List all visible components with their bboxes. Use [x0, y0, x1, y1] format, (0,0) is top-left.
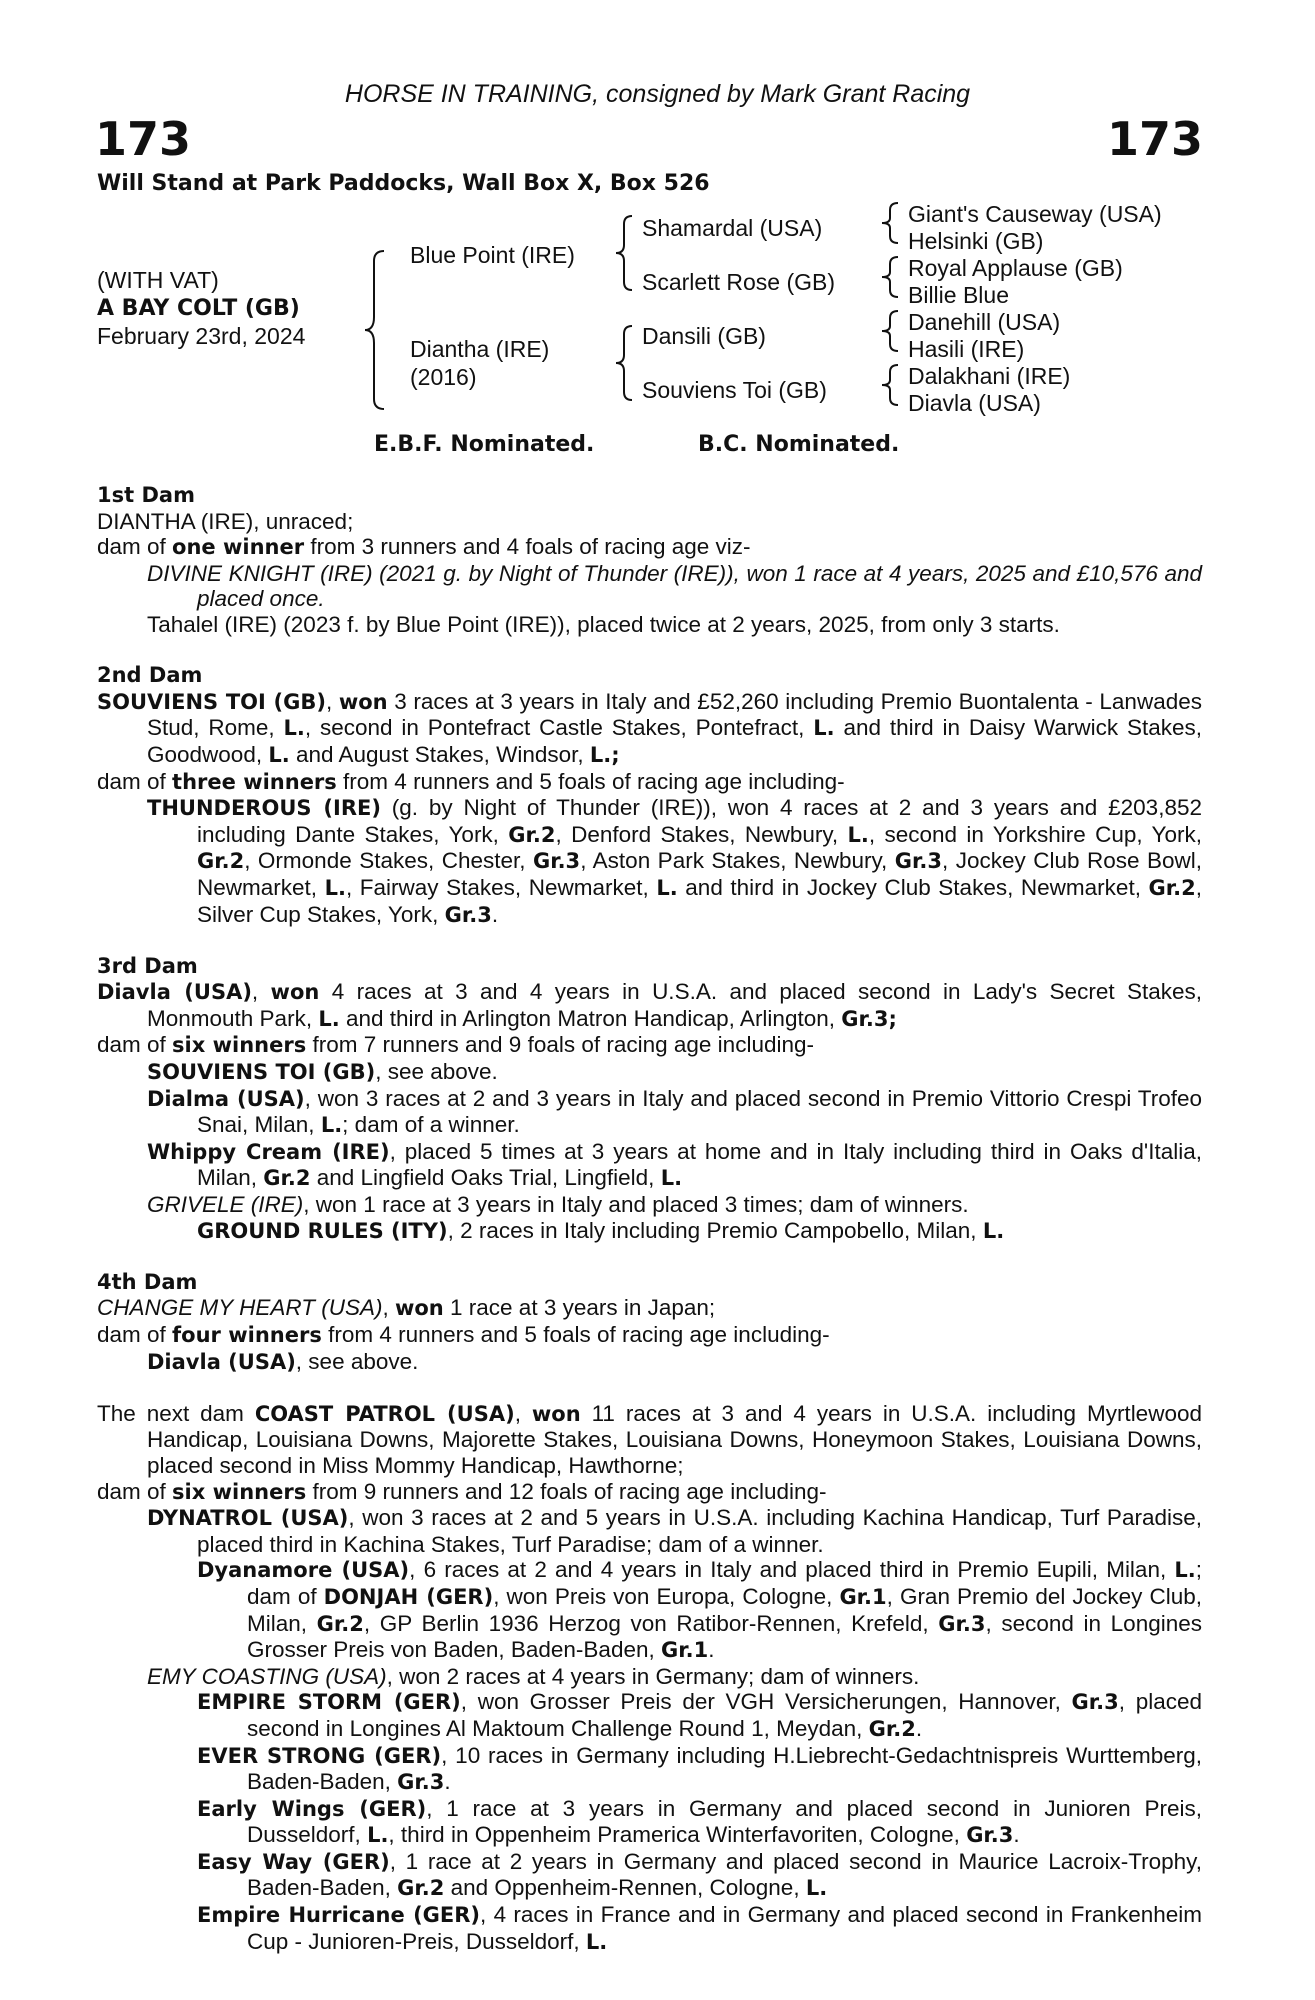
produce-record: [97, 483, 1202, 1955]
entry-whippy-cream: Whippy Cream (IRE), placed 5 times at 3 years at home and in Italy including third in Oaks d'Italia, Milan, Gr.2 and Lingfield Oaks Trial, Lingfield, L.: [147, 1138, 1203, 1191]
dam-dam: Souviens Toi (GB): [642, 377, 827, 403]
section-spacer: [97, 1375, 1202, 1401]
gen3-brace-icon: [878, 308, 904, 354]
vat-note: (WITH VAT): [97, 267, 219, 293]
ancestor-gen3: Dalakhani (IRE): [908, 363, 1071, 389]
entry-change-my-heart: CHANGE MY HEART (USA), won 1 race at 3 years in Japan;: [97, 1295, 716, 1321]
sire-line-brace-icon: [612, 212, 638, 294]
entry-souviens-toi-ref: SOUVIENS TOI (GB), see above.: [147, 1059, 498, 1085]
gen3-brace-icon: [878, 254, 904, 300]
entry-empire-hurricane: Empire Hurricane (GER), 4 races in France and in Germany and placed second in Frankenheim Cup - Junioren-Preis, Dusseldorf, L.: [197, 1902, 1202, 1954]
ancestor-gen3: Royal Applause (GB): [908, 255, 1123, 281]
ancestor-gen3: Billie Blue: [908, 282, 1009, 308]
section-title-4th-dam: 4th Dam: [97, 1269, 198, 1294]
stand-location: Will Stand at Park Paddocks, Wall Box X, Box 526: [97, 171, 710, 196]
section-title-1st-dam: 1st Dam: [97, 483, 195, 507]
entry-grivele: GRIVELE (IRE), won 1 race at 3 years in Italy and placed 3 times; dam of winners.: [147, 1192, 969, 1218]
section-title-3rd-dam: 3rd Dam: [97, 953, 198, 978]
section-title-2nd-dam: 2nd Dam: [97, 663, 203, 688]
entry-divine-knight: DIVINE KNIGHT (IRE) (2021 g. by Night of Thunder (IRE)), won 1 race at 4 years, 2025 and £10,576 and placed once.: [147, 560, 1202, 612]
entry-tahalel: Tahalel (IRE) (2023 f. by Blue Point (IRE)), placed twice at 2 years, 2025, from only 3 starts.: [147, 611, 1060, 637]
dam-year: (2016): [410, 364, 477, 390]
sire-sire: Shamardal (USA): [642, 215, 823, 241]
sire-dam-brace-icon: [362, 247, 392, 413]
gen3-brace-icon: [878, 200, 904, 246]
bc-nomination: B.C. Nominated.: [698, 432, 900, 457]
dam-name: Diantha (IRE): [410, 336, 550, 362]
ebf-nomination: E.B.F. Nominated.: [374, 432, 595, 457]
dam3-produce-summary: dam of six winners from 7 runners and 9 foals of racing age including-: [97, 1032, 814, 1058]
entry-diavla-ref: Diavla (USA), see above.: [147, 1348, 419, 1374]
ancestor-gen3: Hasili (IRE): [908, 336, 1025, 362]
entry-dialma: Dialma (USA), won 3 races at 2 and 3 years in Italy and placed second in Premio Vittorio Crespi Trofeo Snai, Milan, L.; dam of a winner.: [147, 1085, 1202, 1138]
entry-easy-way: Easy Way (GER), 1 race at 2 years in Germany and placed second in Maurice Lacroix-Trophy, Baden-Baden, Gr.2 and Oppenheim-Rennen, Cologne, L.: [197, 1848, 1202, 1901]
horse-name: A BAY COLT (GB): [97, 296, 300, 321]
next-dam-produce-summary: dam of six winners from 9 runners and 12 foals of racing age including-: [97, 1478, 827, 1504]
entry-diavla: Diavla (USA), won 4 races at 3 and 4 years in U.S.A. and placed second in Lady's Secret Stakes, Monmouth Park, L. and third in Arlington Matron Handicap, Arlington, Gr.3;: [97, 979, 1202, 1031]
sire-name: Blue Point (IRE): [410, 242, 575, 268]
entry-dyanamore: Dyanamore (USA), 6 races at 2 and 4 years in Italy and placed third in Premio Eupili, Milan, L.; dam of DONJAH (GER), won Preis von Europa, Cologne, Gr.1, Gran Premio del Jockey Club, Milan, Gr.2, GP Berlin 1936 Herzog von Ratibor-Rennen, Krefeld, Gr.3, second in Longines Grosser Preis von Baden, Baden-Baden, Gr.1.: [197, 1557, 1202, 1663]
dam-line-brace-icon: [612, 322, 638, 404]
entry-emy-coasting: EMY COASTING (USA), won 2 races at 4 years in Germany; dam of winners.: [147, 1663, 920, 1689]
sire-dam: Scarlett Rose (GB): [642, 269, 835, 295]
entry-ground-rules: GROUND RULES (ITY), 2 races in Italy including Premio Campobello, Milan, L.: [197, 1217, 1005, 1243]
consignment-header: HORSE IN TRAINING, consigned by Mark Grant Racing: [344, 80, 971, 108]
entry-empire-storm: EMPIRE STORM (GER), won Grosser Preis der VGH Versicherungen, Hannover, Gr.3, placed second in Longines Al Maktoum Challenge Round 1, Meydan, Gr.2.: [197, 1689, 1202, 1741]
ancestor-gen3: Helsinki (GB): [908, 228, 1044, 254]
lot-number-left: 173: [95, 112, 192, 166]
ancestor-gen3: Giant's Causeway (USA): [908, 201, 1162, 227]
dam1-produce-summary: dam of one winner from 3 runners and 4 foals of racing age viz-: [97, 534, 751, 560]
entry-dynatrol: DYNATROL (USA), won 3 races at 2 and 5 years in U.S.A. including Kachina Handicap, Turf Paradise, placed third in Kachina Stakes, Turf Paradise; dam of a winner.: [147, 1505, 1202, 1557]
entry-coast-patrol: The next dam COAST PATROL (USA), won 11 races at 3 and 4 years in U.S.A. including Myrtlewood Handicap, Louisiana Downs, Majorette Stakes, Louisiana Downs, Honeymoon Stakes, Louisiana Downs, placed second in Miss Mommy Handicap, Hawthorne;: [97, 1400, 1202, 1478]
entry-thunderous: THUNDEROUS (IRE) (g. by Night of Thunder (IRE)), won 4 races at 2 and 3 years and £203,852 including Dante Stakes, York, Gr.2, Denford Stakes, Newbury, L., second in Yorkshire Cup, York, Gr.2, Ormonde Stakes, Chester, Gr.3, Aston Park Stakes, Newbury, Gr.3, Jockey Club Rose Bowl, Newmarket, L., Fairway Stakes, Newmarket, L. and third in Jockey Club Stakes, Newmarket, Gr.2, Silver Cup Stakes, York, Gr.3.: [147, 795, 1203, 927]
dam4-produce-summary: dam of four winners from 4 runners and 5 foals of racing age including-: [97, 1322, 830, 1347]
entry-souviens-toi: SOUVIENS TOI (GB), won 3 races at 3 years in Italy and £52,260 including Premio Buontalenta - Lanwades Stud, Rome, L., second in Pontefract Castle Stakes, Pontefract, L. and third in Daisy Warwick Stakes, Goodwood, L. and August Stakes, Windsor, L.;: [97, 688, 1202, 767]
dam1-line: DIANTHA (IRE), unraced;: [97, 508, 354, 534]
gen3-brace-icon: [878, 362, 904, 408]
lot-number-right: 173: [1106, 112, 1203, 166]
ancestor-gen3: Danehill (USA): [908, 309, 1061, 335]
ancestor-gen3: Diavla (USA): [908, 390, 1041, 416]
entry-ever-strong: EVER STRONG (GER), 10 races in Germany including H.Liebrecht-Gedachtnispreis Wurttemberg, Baden-Baden, Gr.3.: [197, 1742, 1202, 1795]
foaling-date: February 23rd, 2024: [97, 323, 306, 349]
dam-sire: Dansili (GB): [642, 323, 766, 349]
dam2-produce-summary: dam of three winners from 4 runners and 5 foals of racing age including-: [97, 768, 845, 794]
entry-early-wings: Early Wings (GER), 1 race at 3 years in Germany and placed second in Junioren Preis, Dusseldorf, L., third in Oppenheim Pramerica Winterfavoriten, Cologne, Gr.3.: [197, 1795, 1202, 1848]
